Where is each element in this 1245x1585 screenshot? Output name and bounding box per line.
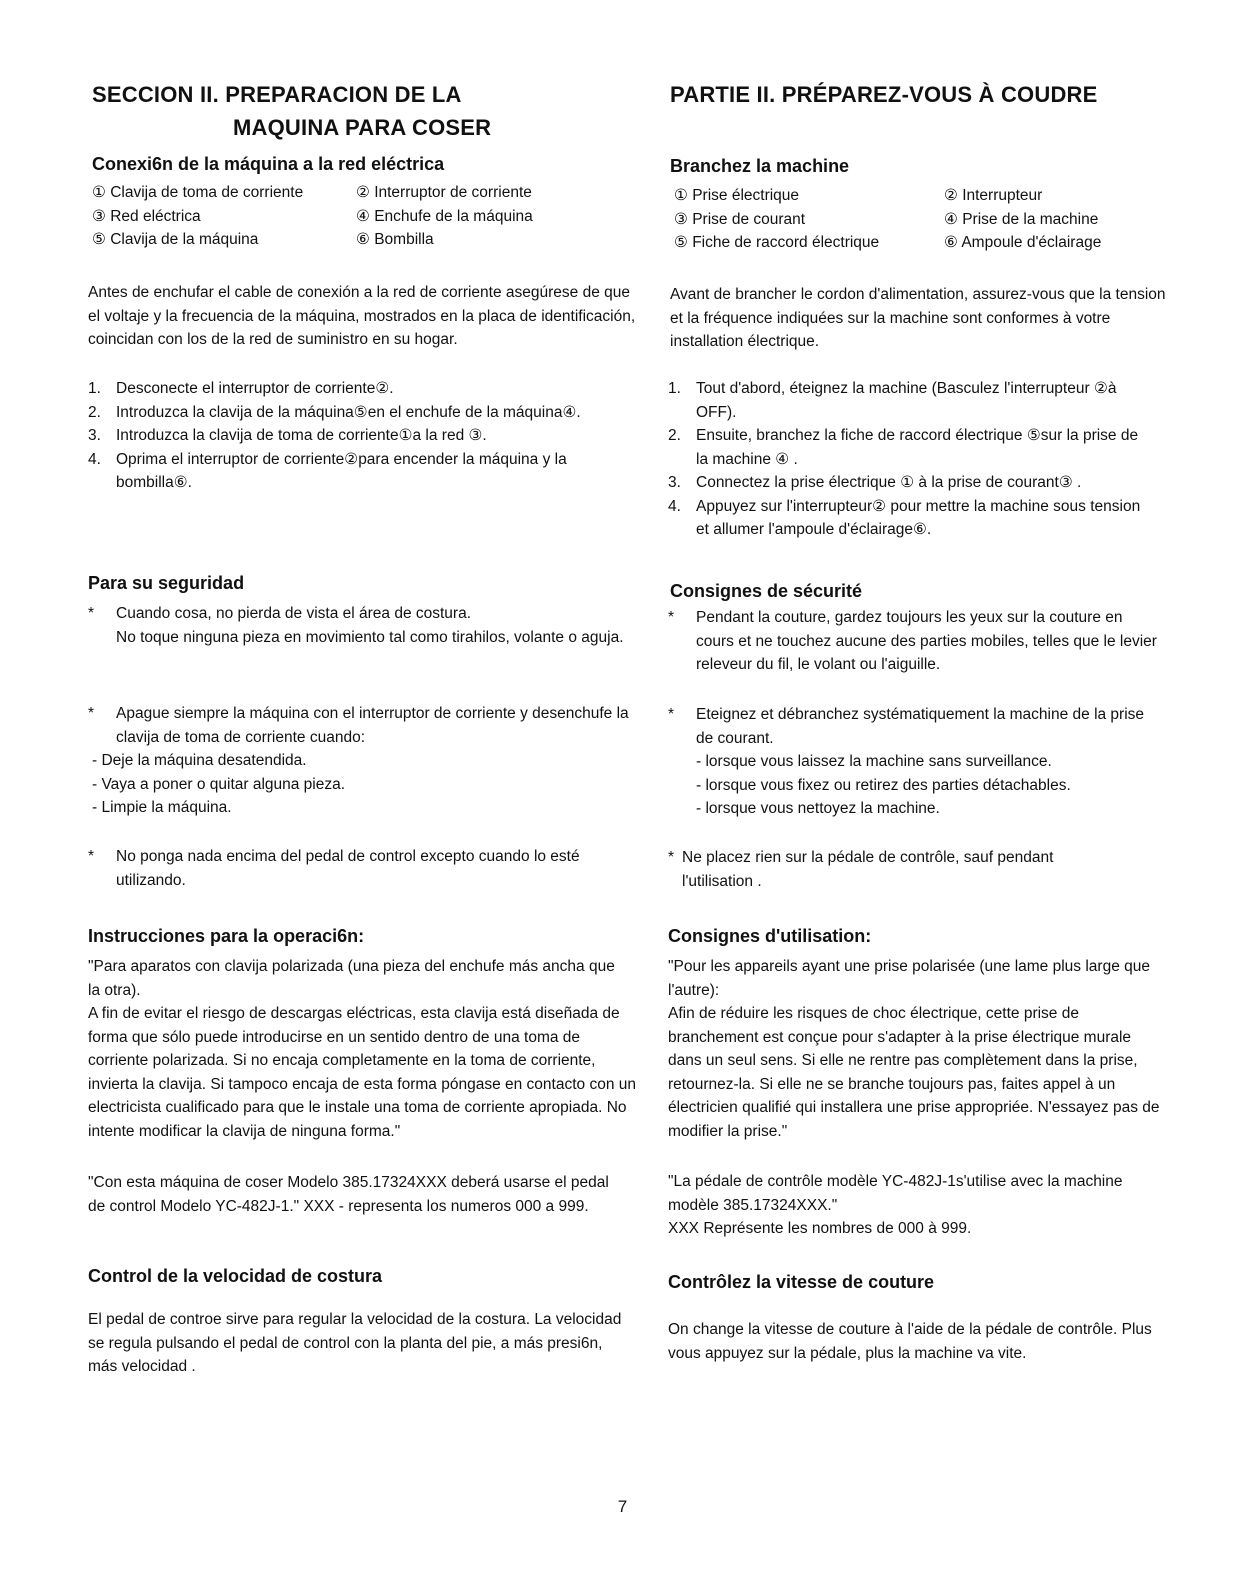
step-item (88, 424, 643, 448)
step-text: Tout d'abord, éteignez la machine (Basculez l'interrupteur ②à OFF). (696, 380, 1117, 421)
sublist-item: - Limpie la máquina. (92, 799, 232, 816)
instructions-heading: Instrucciones para la operaci6n: (88, 926, 365, 946)
bullet-icon: * (88, 848, 95, 865)
speed-paragraph: On change la vitesse de couture à l'aide de la pédale de contrôle. Plus vous appuyez sur la pédale, plus la machine va vite. (668, 1321, 1152, 1362)
sublist-item: - lorsque vous fixez ou retirez des parties détachables. (696, 776, 1071, 794)
step-item (88, 448, 643, 495)
safety-heading: Para su seguridad (88, 573, 245, 593)
legend-row (92, 181, 632, 205)
step-text: Introduzca la clavija de la máquina⑤en el enchufe de la máquina④. (116, 403, 581, 421)
instructions-para-2: Afin de réduire les risques de choc électrique, cette prise de branchement est conçue pour s'adapter à la prise électrique murale dans un seul sens. Si elle ne rentre pas complètement dans la prise, retournez-la. Si elle ne se branche toujours pas, faites appel à un électricien qualifié qui installera une prise appropriée. N'essayez pas de modifier la prise." (668, 1005, 1160, 1140)
legend-item: ⑤ Clavija de la máquina (92, 231, 259, 248)
safety-text: Eteignez et débranchez systématiquement la machine de la prise de courant. (696, 706, 1145, 747)
speed-heading: Control de la velocidad de costura (88, 1266, 383, 1286)
instructions-para-4: XXX Représente les nombres de 000 à 999. (668, 1220, 972, 1237)
safety-text: No toque ninguna pieza en movimiento tal como tirahilos, volante o aguja. (116, 628, 624, 646)
legend-row (92, 228, 632, 252)
step-number: 2. (668, 427, 681, 444)
safety-text: Cuando cosa, no pierda de vista el área de costura. (116, 605, 472, 622)
instructions-para-3: "Con esta máquina de coser Modelo 385.17324XXX deberá usarse el pedal de control Modelo YC-482J-1." XXX - representa los numeros 000 a 999. (88, 1174, 609, 1215)
step-number: 3. (668, 474, 681, 491)
step-number: 2. (88, 403, 101, 421)
legend-item: ① Prise électrique (674, 187, 800, 204)
instructions-para-3: "La pédale de contrôle modèle YC-482J-1s'utilise avec la machine modèle 385.17324XXX." (668, 1173, 1123, 1214)
step-text: Introduzca la clavija de toma de corriente①a la red ③. (116, 427, 487, 444)
safety-sublist (92, 749, 345, 820)
bullet-icon: * (668, 706, 675, 723)
safety-heading: Consignes de sécurité (670, 581, 863, 601)
step-number: 1. (668, 380, 681, 397)
intro-paragraph: Antes de enchufar el cable de conexión a la red de corriente asegúrese de que el voltaje y la frecuencia de la máquina, mostrados en la placa de identificación, coincidan con los de la red de suministro en su hogar. (88, 284, 636, 348)
bullet-icon: * (668, 849, 675, 866)
step-item (668, 424, 1146, 471)
safety-text: Pendant la couture, gardez toujours les yeux sur la couture en cours et ne touchez aucune des parties mobiles, telles que le levier releveur du fil, le volant ou l'aiguille. (696, 609, 1157, 673)
safety-bullet-2 (88, 702, 638, 749)
section-title: PARTIE II. PRÉPAREZ-VOUS À COUDRE (670, 82, 1098, 107)
step-item (88, 377, 643, 401)
step-number: 4. (668, 497, 681, 515)
instructions-para-2: A fin de evitar el riesgo de descargas eléctricas, esta clavija está diseñada de forma que sólo puede introducirse en un sentido dentro de una toma de corriente polarizada. Si no encaja completamente en la toma de corriente, invierta la clavija. Si tampoco encaja de esta forma póngase en contacto con un electricista cualificado para que le instale una toma de corriente apropiada. No intente modificar la clavija de ninguna forma." (88, 1005, 636, 1140)
instructions-para-1: "Para aparatos con clavija polarizada (una pieza del enchufe más ancha que la otra). (88, 958, 615, 999)
legend-item: ⑤ Fiche de raccord électrique (674, 234, 880, 251)
safety-bullet-2 (668, 703, 1164, 821)
step-text: Appuyez sur l'interrupteur② pour mettre la machine sous tension et allumer l'ampoule d'éclairage⑥. (696, 497, 1141, 538)
step-text: Ensuite, branchez la fiche de raccord électrique ⑤sur la prise de la machine ④ . (696, 427, 1139, 468)
legend-item: ② Interruptor de corriente (356, 184, 532, 201)
legend-item: ④ Enchufe de la máquina (356, 207, 533, 225)
safety-text: Ne placez rien sur la pédale de contrôle, sauf pendant l'utilisation . (682, 849, 1054, 890)
section-title-line1: SECCION II. PREPARACION DE LA (92, 82, 462, 107)
safety-bullet-1 (88, 602, 638, 649)
safety-sublist (696, 750, 1164, 821)
step-number: 1. (88, 380, 101, 397)
bullet-icon: * (88, 705, 95, 722)
connection-heading: Branchez la machine (670, 156, 850, 176)
legend-row (92, 205, 632, 229)
legend-item: ③ Red eléctrica (92, 207, 201, 225)
legend-row (674, 184, 1164, 208)
safety-bullet-1 (668, 606, 1164, 677)
legend-item: ⑥ Bombilla (356, 231, 434, 248)
intro-paragraph: Avant de brancher le cordon d'alimentation, assurez-vous que la tension et la fréquence indiquées sur la machine sont conformes à votre installation électrique. (670, 286, 1166, 350)
sublist-item: - Deje la máquina desatendida. (92, 752, 307, 769)
connection-heading: Conexi6n de la máquina a la red eléctrica (92, 154, 445, 174)
page-number: 7 (617, 1497, 628, 1516)
legend-item: ⑥ Ampoule d'éclairage (944, 234, 1102, 251)
connection-legend (92, 181, 632, 252)
safety-bullet-3 (88, 845, 638, 892)
step-item (668, 377, 1146, 424)
steps-list (668, 377, 1146, 542)
step-item (668, 471, 1146, 495)
legend-row (674, 231, 1164, 255)
instructions-para-1: "Pour les appareils ayant une prise polarisée (une lame plus large que l'autre): (668, 958, 1150, 999)
sublist-item: - Vaya a poner o quitar alguna pieza. (92, 775, 346, 793)
speed-paragraph: El pedal de controe sirve para regular la velocidad de la costura. La velocidad se regula pulsando el pedal de control con la planta del pie, a más presi6n, más velocidad . (88, 1311, 622, 1375)
sublist-item: - lorsque vous nettoyez la machine. (696, 800, 940, 817)
section-title-line2: MAQUINA PARA COSER (233, 115, 492, 140)
bullet-icon: * (88, 605, 95, 622)
speed-heading: Contrôlez la vitesse de couture (668, 1272, 935, 1292)
legend-item: ④ Prise de la machine (944, 210, 1099, 228)
step-number: 4. (88, 450, 101, 468)
sublist-item: - lorsque vous laissez la machine sans surveillance. (696, 753, 1052, 770)
step-text: Oprima el interruptor de corriente②para encender la máquina y la bombilla⑥. (116, 450, 567, 491)
safety-text: No ponga nada encima del pedal de control excepto cuando lo esté utilizando. (116, 848, 580, 889)
legend-item: ② Interrupteur (944, 187, 1043, 204)
safety-text: Apague siempre la máquina con el interruptor de corriente y desenchufe la clavija de toma de corriente cuando: (116, 705, 629, 746)
legend-item: ③ Prise de courant (674, 210, 806, 228)
step-number: 3. (88, 427, 101, 444)
connection-legend (674, 184, 1164, 255)
legend-row (674, 208, 1164, 232)
step-item (668, 495, 1146, 542)
step-text: Desconecte el interruptor de corriente②. (116, 380, 394, 397)
step-item (88, 401, 643, 425)
step-text: Connectez la prise électrique ① à la prise de courant③ . (696, 474, 1082, 491)
instructions-heading: Consignes d'utilisation: (668, 926, 872, 946)
legend-item: ① Clavija de toma de corriente (92, 184, 304, 201)
bullet-icon: * (668, 609, 675, 626)
steps-list (88, 377, 643, 495)
safety-bullet-3 (668, 846, 1122, 893)
